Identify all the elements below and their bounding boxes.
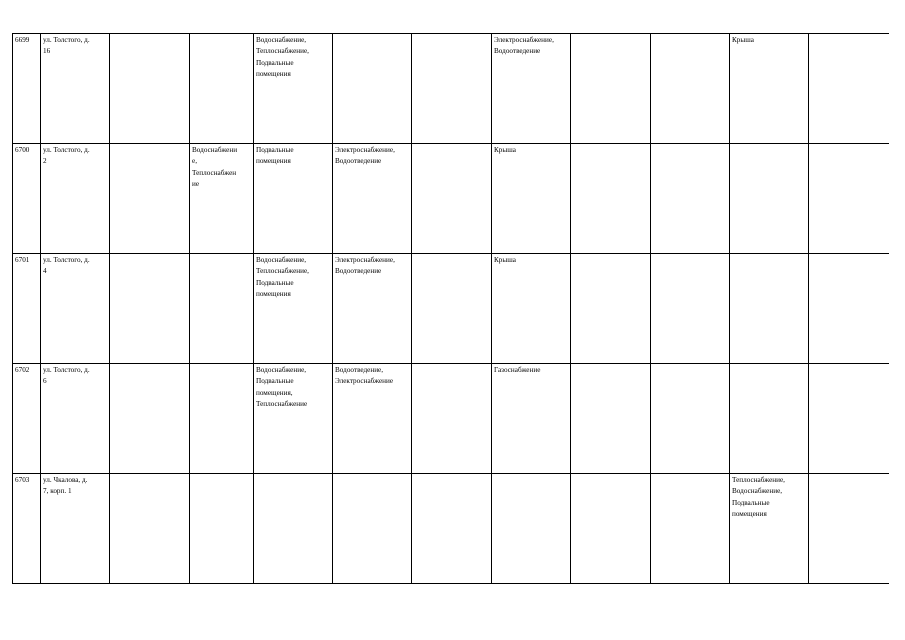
table-row [13,144,889,254]
table-cell [110,254,190,364]
table-cell [492,34,571,144]
table-cell [809,254,889,364]
table-cell [110,34,190,144]
table-cell [412,474,492,584]
cell-text: Крыша [494,256,516,264]
cell-text: Газоснабжение [494,366,541,374]
table-cell [809,364,889,474]
table-cell [571,144,651,254]
row-number-cell [13,254,41,364]
table-cell [651,144,730,254]
table-cell [333,254,412,364]
table-cell [333,34,412,144]
cell-text: Электроснабжение, Водоотведение [494,36,554,56]
table-cell [412,364,492,474]
table-cell [651,364,730,474]
cell-text: 6703 [15,476,30,484]
table-cell [190,254,254,364]
table-row [13,254,889,364]
table-cell [730,34,809,144]
table-cell [651,474,730,584]
cell-text: Теплоснабжение, Водоснабжение, Подвальные помещения [732,476,785,519]
table-cell [412,254,492,364]
table-cell [651,34,730,144]
row-number-cell [13,34,41,144]
cell-text: Водоснабжени е, Теплоснабжен ие [192,146,238,189]
address-cell [41,474,110,584]
cell-text: Водоснабжение, Подвальные помещения, Теплоснабжение [256,366,308,409]
table-cell [254,474,333,584]
table-cell [571,474,651,584]
table-cell [809,144,889,254]
cell-text: Водоснабжение, Теплоснабжение, Подвальные помещения [256,256,309,299]
table-cell [412,34,492,144]
row-number-cell [13,474,41,584]
cell-text: ул. Толстого, д. 2 [43,146,90,166]
cell-text: Водоснабжение, Теплоснабжение, Подвальные помещения [256,36,309,79]
table-cell [809,34,889,144]
cell-text: 6702 [15,366,30,374]
table-cell [492,364,571,474]
table-cell [254,34,333,144]
schedule-table [12,33,889,584]
table-cell [190,474,254,584]
table-cell [809,474,889,584]
table-cell [412,144,492,254]
cell-text: 6701 [15,256,30,264]
table-cell [254,144,333,254]
cell-text: 6699 [15,36,30,44]
table-cell [571,34,651,144]
table-cell [254,254,333,364]
row-number-cell [13,144,41,254]
table-row [13,34,889,144]
table-cell [190,34,254,144]
table-cell [492,474,571,584]
cell-text: Водоотведение, Электроснабжение [335,366,394,386]
cell-text: ул. Толстого, д. 4 [43,256,90,276]
table-cell [571,364,651,474]
table-cell [333,474,412,584]
table-cell [730,474,809,584]
cell-text: ул. Чкалова, д. 7, корп. 1 [43,476,88,496]
cell-text: Подвальные помещения [256,146,294,166]
table-cell [651,254,730,364]
row-number-cell [13,364,41,474]
cell-text: 6700 [15,146,30,154]
table-cell [190,144,254,254]
table-cell [333,364,412,474]
table-cell [110,364,190,474]
table-cell [492,254,571,364]
table-cell [190,364,254,474]
table-cell [730,364,809,474]
cell-text: Электроснабжение, Водоотведение [335,256,395,276]
cell-text: Крыша [732,36,754,44]
address-cell [41,364,110,474]
table-row [13,364,889,474]
address-cell [41,34,110,144]
cell-text: ул. Толстого, д. 6 [43,366,90,386]
cell-text: Крыша [494,146,516,154]
cell-text: ул. Толстого, д. 16 [43,36,90,56]
address-cell [41,254,110,364]
table-cell [571,254,651,364]
table-cell [730,254,809,364]
table-cell [730,144,809,254]
table-cell [110,144,190,254]
cell-text: Электроснабжение, Водоотведение [335,146,395,166]
table-row [13,474,889,584]
table-cell [110,474,190,584]
table-cell [254,364,333,474]
table-cell [492,144,571,254]
address-cell [41,144,110,254]
table-cell [333,144,412,254]
